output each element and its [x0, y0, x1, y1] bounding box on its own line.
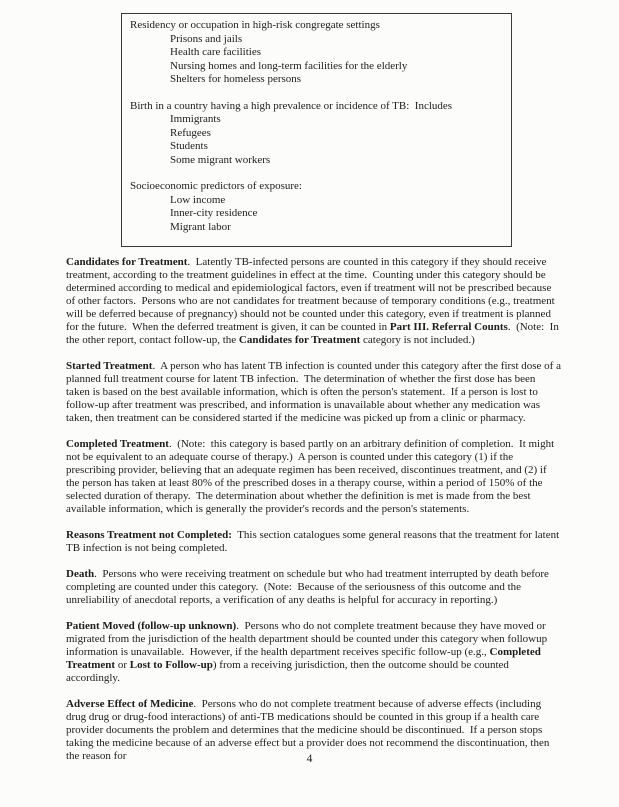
text-run: . Latently TB-infected persons are counted in this category if they should receive treatment, according to the treatment guidelines in effect at the time. Counting under this category should be determined according to medical and epidemiological factors, even if treatment will not be prescribed because of other factors. Persons who are not candidates for treatment because of temporary conditions (e.g., treatment will be deferred because of pregnancy) should not be counted under this category, even if treatment is planned for the future. When the deferred treatment is given, it can be counted in — [66, 256, 558, 333]
document-body — [66, 256, 564, 763]
bold-run: Started Treatment — [66, 360, 153, 372]
text-run: This section catalogues some general reasons that the treatment for latent TB infection is not being completed. — [66, 529, 562, 554]
bold-run: Adverse Effect of Medicine — [66, 698, 194, 710]
box-item: Immigrants — [170, 113, 221, 125]
bold-run: Candidates for Treatment — [238, 334, 361, 346]
text-run: . A person who has latent TB infection is counted under this category after the first dose of a planned full treatment course for latent TB infection. The determination of whether the first dose has been taken is based on the best available information, which is often the person's statement. If a person is lost to follow-up after treatment was prescribed, and information is unavailable about whether any medication was taken, then treatment can be considered started if the medicine was picked up from a clinic or pharmacy. — [66, 360, 564, 424]
box-item: Prisons and jails — [170, 32, 243, 45]
bold-run: Completed Treatment — [66, 438, 169, 450]
bold-run: Candidates for Treatment — [66, 256, 188, 268]
box-heading: Residency or occupation in high-risk congregate settings — [130, 19, 380, 31]
box-item: Students — [170, 140, 208, 152]
box-item: Low income — [170, 193, 226, 206]
paragraph-patient-moved — [66, 620, 561, 685]
box-heading: Birth in a country having a high prevalence or incidence of TB: Includes — [130, 99, 453, 112]
box-item: Some migrant workers — [170, 153, 271, 166]
text-run: category is not included.) — [360, 334, 475, 346]
box-heading: Socioeconomic predictors of exposure: — [130, 180, 302, 192]
text-run: . (Note: this category is based partly on an arbitrary definition of completion. It might not be equivalent to an adequate course of therapy.) A person is counted under this category (1) if the prescribing provider, believing that an adequate regimen has been received, discontinues treatment, and (2) if the person has taken at least 80% of the prescribed doses in a therapy course, within a period of 150% of the selected duration of therapy. The determination about whether the definition is met is made from the best available information, which is generally the provider's records and the person's statements. — [66, 438, 557, 515]
text-run: . Persons who do not complete treatment because of adverse effects (including drug drug or drug-food interactions) of anti-TB medications should be counted in this group if a health care provider documents the problem and determines that the medicine should be discontinued. If a person stops taking the medicine because of an adverse effect but a provider does not recommend the discontinuation, then the reason for — [66, 698, 553, 762]
box-item: Nursing homes and long-term facilities for the elderly — [170, 59, 408, 72]
box-group-socioeconomic — [130, 180, 501, 234]
box-group-birth-country — [130, 100, 501, 168]
bold-run: Part III. Referral Counts — [389, 321, 508, 333]
box-item: Refugees — [170, 126, 211, 139]
bold-run: Completed Treatment — [66, 646, 544, 671]
text-run: ) from a receiving jurisdiction, then the outcome should be counted accordingly. — [66, 659, 512, 684]
paragraph-death — [66, 568, 561, 607]
text-run: . Persons who were receiving treatment on schedule but who had treatment interrupted by death before completing are counted under this category. (Note: Because of the seriousness of this outcome and the unreliability of anecdotal reports, a verification of any deaths is helpful for accuracy in reporting.) — [66, 568, 552, 606]
box-item: Inner-city residence — [170, 207, 258, 219]
paragraph-started-treatment — [66, 360, 564, 425]
paragraph-completed-treatment — [66, 438, 561, 516]
bold-run: Death — [66, 568, 95, 580]
paragraph-reasons-not-completed — [66, 529, 561, 555]
bold-run: Patient Moved (follow-up unknown) — [66, 620, 237, 632]
box-item: Health care facilities — [170, 46, 262, 58]
paragraph-candidates-for-treatment — [66, 256, 561, 347]
page-number: 4 — [306, 753, 313, 765]
text-run: or — [115, 659, 130, 671]
box-item: Shelters for homeless persons — [170, 73, 302, 85]
risk-factors-box — [121, 13, 512, 247]
box-item: Migrant labor — [170, 220, 231, 233]
text-run: . (Note: In the other report, contact follow-up, the — [66, 321, 562, 346]
box-group-residency — [130, 19, 501, 87]
text-run: . Persons who do not complete treatment because they have moved or migrated from the jurisdiction of the health department should be counted under this category when followup information is unavailable. However, if the health department receives specific follow-up (e.g., — [66, 620, 550, 658]
bold-run: Reasons Treatment not Completed: — [66, 529, 232, 541]
bold-run: Lost to Follow-up — [129, 659, 213, 671]
